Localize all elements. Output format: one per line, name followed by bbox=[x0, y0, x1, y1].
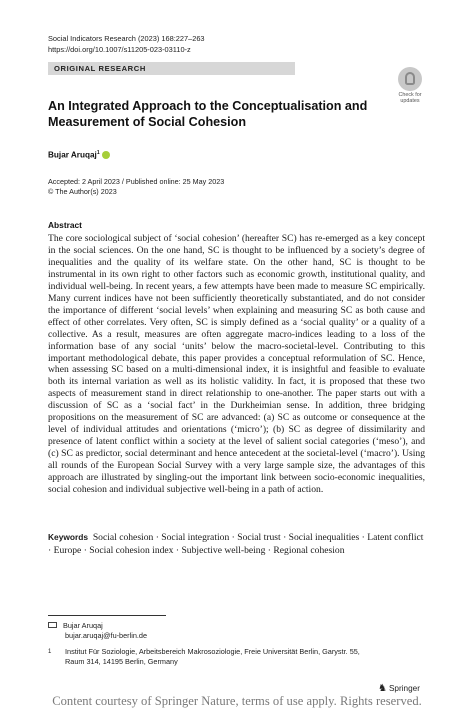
check-for-updates-icon bbox=[398, 67, 422, 91]
journal-citation: Social Indicators Research (2023) 168:227–263 bbox=[48, 34, 205, 43]
affiliation-line-1: Institut Für Soziologie, Arbeitsbereich Makrosoziologie, Freie Universität Berlin, Garystr. 55, bbox=[65, 647, 360, 656]
footnote-divider bbox=[48, 615, 166, 616]
orcid-icon[interactable] bbox=[102, 151, 110, 159]
check-for-updates-badge[interactable] bbox=[393, 67, 427, 103]
publisher-name: Springer bbox=[388, 684, 420, 693]
abstract-text: The core sociological subject of ‘social cohesion’ (hereafter SC) has re-emerged as a key concept in the social sciences. On the one hand, SC is thought to be influenced by a society’s degree of inequalities and the quality of its welfare state. On the other hand, SC is thought to be instrumental in its own right to other factors such as economic growth, institutional quality, and individual well-being. In recent years, a few attempts have been made to measure SC empirically. Many current indices have not been sufficiently theoretically substantiated, and do not consider the importance of different ‘social levels’ when explaining and measuring SC as both cause and effect of other correlates. Very often, SC is simply defined as a ‘social quality’ or a quality of a collective. As a result, measures are often aggregate macro-indices leading to a loss of the information base of any social ‘units’ below the macro-societal-level. Contributing to this important methodological debate, this paper provides a conceptual reformulation of SC. Hence, when assessing SC based on a multi-dimensional index, it is insightful and feasible to evaluate both its internal variation as well as its holistic validity. In fact, it is proposed that these two aspects of measurement stand in direct relationship to one-another. The paper starts out with a discussion of SC as a ‘social fact’ in the Durkheimian sense. In addition, three bridging propositions on the measurement of SC are advanced: (a) SC as outcome or consequence at the level of individual attitudes and orientations (‘micro’); (b) SC as degree of dissimilarity and presence of latent conflict within a society at the level of salient social categories (‘meso’), and (c) SC as predictor, social determinant and hence antecedent at the societal-level (‘macro’). Using all rounds of the European Social Survey with a very large sample size, the advantages of this approach are illustrated by singling-out the important link between socio-economic inequalities, social cohesion and individual subjective well-being in a path of action. bbox=[48, 233, 425, 496]
publisher-logo bbox=[378, 683, 420, 694]
doi-link[interactable]: https://doi.org/10.1007/s11205-023-03110-z bbox=[48, 45, 191, 54]
accepted-published-dates: Accepted: 2 April 2023 / Published online: 25 May 2023 bbox=[48, 177, 225, 186]
affiliation-footnote bbox=[48, 647, 360, 667]
affiliation-mark: 1 bbox=[96, 150, 100, 156]
keywords-list: Social cohesion · Social integration · Social trust · Social inequalities · Latent conflict · Europe · Social cohesion index · Subjective well-being · Regional cohesion bbox=[48, 532, 424, 556]
article-dates bbox=[48, 177, 224, 197]
corresponding-author bbox=[48, 621, 147, 641]
springer-horse-icon: ♞ bbox=[378, 683, 387, 694]
author-line bbox=[48, 150, 110, 160]
contact-email[interactable]: bujar.aruqaj@fu-berlin.de bbox=[65, 631, 148, 640]
author-name[interactable]: Bujar Aruqaj bbox=[48, 150, 97, 160]
keywords-label: Keywords bbox=[48, 532, 89, 542]
keywords-section bbox=[48, 531, 425, 557]
affiliation-line-2: Raum 314, 14195 Berlin, Germany bbox=[65, 657, 178, 666]
journal-header bbox=[48, 33, 205, 55]
check-for-updates-label: Check for updates bbox=[398, 92, 422, 104]
courtesy-footer: Content courtesy of Springer Nature, terms of use apply. Rights reserved. bbox=[52, 694, 422, 708]
copyright-line: © The Author(s) 2023 bbox=[48, 187, 117, 196]
envelope-icon bbox=[48, 622, 57, 628]
section-label: ORIGINAL RESEARCH bbox=[48, 62, 295, 75]
affiliation-number: 1 bbox=[48, 649, 52, 655]
contact-name: Bujar Aruqaj bbox=[63, 621, 103, 630]
abstract-heading: Abstract bbox=[48, 220, 82, 230]
article-title: An Integrated Approach to the Conceptualisation and Measurement of Social Cohesion bbox=[48, 99, 368, 129]
